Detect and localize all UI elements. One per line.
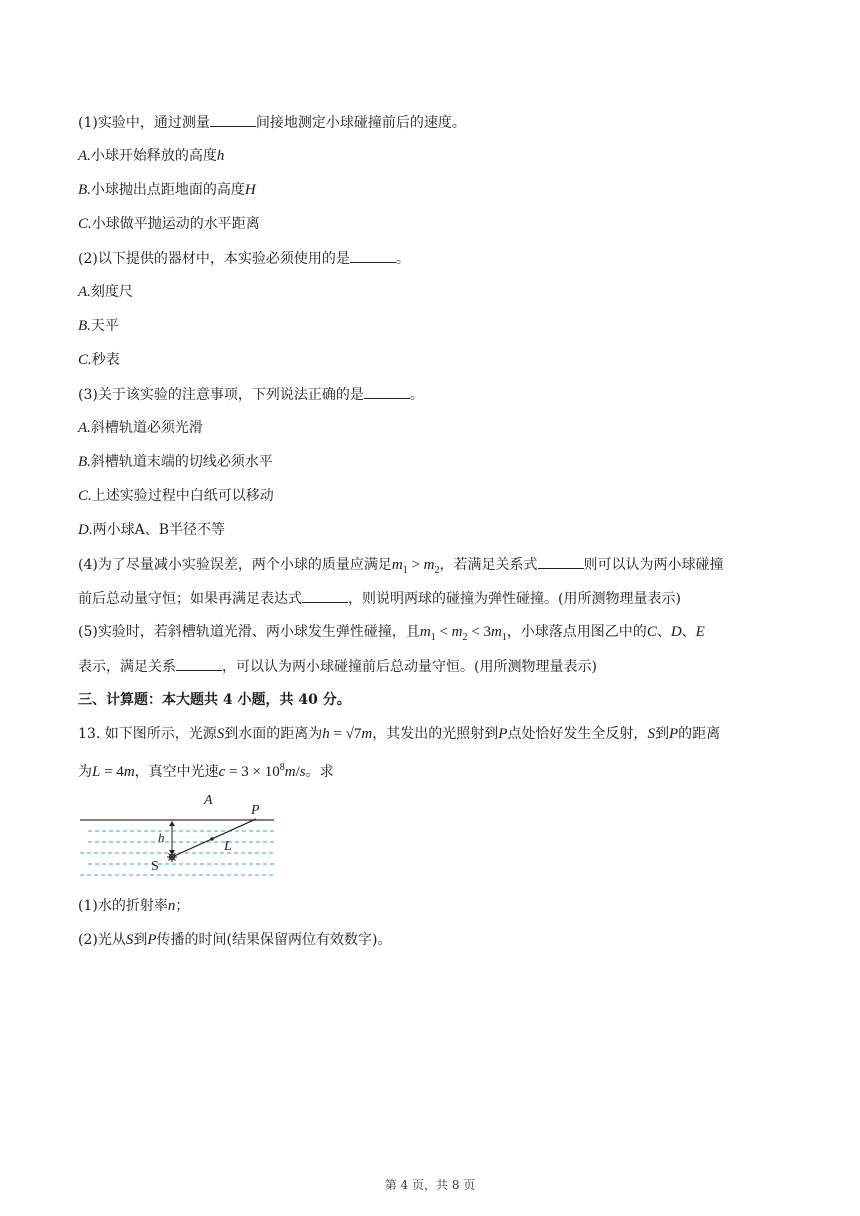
q13-line2: 为L = 4m，真空中光速$c = 3 \times 10^8m/s$。求 bbox=[78, 762, 334, 780]
q12-part4-line1: (4)为了尽量减小实验误差，两个小球的质量应满足$m_1 > m_2$，若满足关系式 则可以认为两小球碰撞 bbox=[78, 554, 800, 581]
q13-sub1: (1)水的折射率n； bbox=[78, 898, 190, 914]
q12-part5-line1: (5)实验时，若斜槽轨道光滑、两小球发生弹性碰撞，且$m_1 < m_2 < 3m_1$，小球落点用图乙中的C、D、E bbox=[78, 624, 705, 643]
option-2c: C.秒表 bbox=[78, 352, 120, 368]
q12-part1: (1)实验中，通过测量 间接地测定小球碰撞前后的速度。 bbox=[78, 112, 800, 133]
q12-part2: (2)以下提供的器材中，本实验必须使用的是 。 bbox=[78, 248, 800, 269]
q12-part5-line2: 表示，满足关系 ，可以认为两小球碰撞前后总动量守恒。(用所测物理量表示) bbox=[78, 656, 800, 677]
option-1b: B.小球抛出点距地面的高度H bbox=[78, 182, 256, 198]
answer-blank bbox=[210, 112, 256, 127]
answer-blank bbox=[350, 248, 396, 263]
option-3c: C.上述实验过程中白纸可以移动 bbox=[78, 488, 274, 504]
option-1a: A.小球开始释放的高度h bbox=[78, 148, 225, 164]
option-2b: B.天平 bbox=[78, 318, 119, 334]
answer-blank bbox=[364, 384, 410, 399]
label-s: S bbox=[151, 859, 159, 874]
q13-line1: 13. 如下图所示，光源S到水面的距离为h = √7m，其发出的光照射到P点处恰好发生全反射，S到P的距离 bbox=[78, 726, 721, 742]
q12-part4-line2: 前后总动量守恒；如果再满足表达式 ，则说明两球的碰撞为弹性碰撞。(用所测物理量表示) bbox=[78, 588, 800, 609]
page-footer: 第 4 页，共 8 页 bbox=[384, 1178, 476, 1192]
q13-sub2: (2)光从S到P传播的时间(结果保留两位有效数字)。 bbox=[78, 932, 392, 948]
light-ray bbox=[172, 819, 256, 857]
light-source-icon bbox=[167, 852, 177, 862]
option-1c: C.小球做平抛运动的水平距离 bbox=[78, 216, 260, 232]
option-2a: A.刻度尺 bbox=[78, 284, 133, 300]
option-3d: D.两小球A、B半径不等 bbox=[78, 522, 225, 538]
label-l: L bbox=[224, 839, 232, 854]
answer-blank bbox=[538, 554, 584, 569]
section-title: 三、计算题：本大题共 4 小题，共 40 分。 bbox=[78, 692, 351, 708]
label-p: P bbox=[251, 803, 260, 818]
label-h: h bbox=[158, 830, 165, 845]
answer-blank bbox=[176, 656, 222, 671]
refraction-figure bbox=[78, 790, 278, 882]
option-3a: A.斜槽轨道必须光滑 bbox=[78, 420, 203, 436]
label-a: A bbox=[204, 793, 213, 808]
answer-blank bbox=[302, 588, 348, 603]
option-3b: B.斜槽轨道末端的切线必须水平 bbox=[78, 454, 273, 470]
q12-part3: (3)关于该实验的注意事项，下列说法正确的是 。 bbox=[78, 384, 800, 405]
